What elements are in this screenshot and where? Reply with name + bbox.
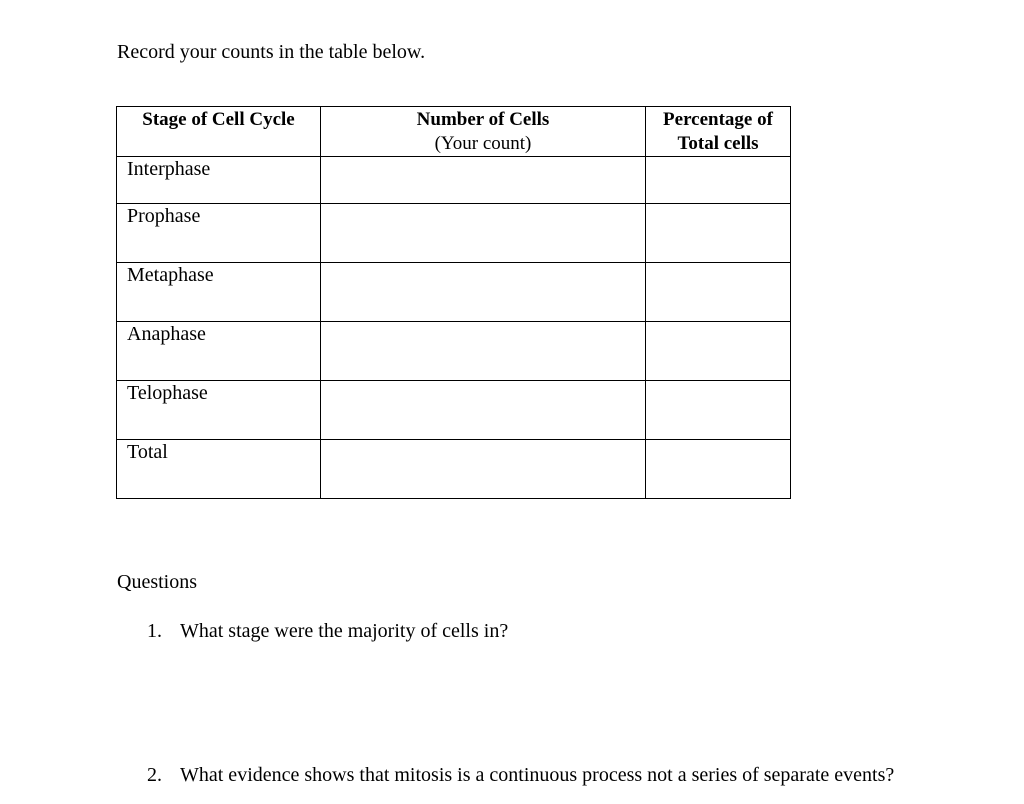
percentage-cell[interactable]: [646, 381, 791, 440]
stage-cell: Telophase: [117, 381, 321, 440]
question-number: 2.: [147, 764, 162, 786]
count-cell[interactable]: [321, 204, 646, 263]
percentage-cell[interactable]: [646, 440, 791, 499]
table-row: [117, 440, 791, 499]
stage-cell: Total: [117, 440, 321, 499]
percentage-cell[interactable]: [646, 263, 791, 322]
header-stage-label: Stage of Cell Cycle: [142, 109, 295, 130]
header-number-of-cells: [321, 107, 646, 157]
table-row: [117, 322, 791, 381]
cell-cycle-table: [116, 106, 791, 499]
table-row: [117, 263, 791, 322]
percentage-cell[interactable]: [646, 157, 791, 204]
stage-cell: Prophase: [117, 204, 321, 263]
count-cell[interactable]: [321, 440, 646, 499]
table-row: [117, 157, 791, 204]
count-cell[interactable]: [321, 381, 646, 440]
question-text: What evidence shows that mitosis is a continuous process not a series of separate events?: [180, 764, 895, 786]
question-number: 1.: [147, 620, 162, 642]
stage-cell: Anaphase: [117, 322, 321, 381]
table-row: [117, 204, 791, 263]
question-item: [147, 763, 894, 787]
percentage-cell[interactable]: [646, 204, 791, 263]
count-cell[interactable]: [321, 157, 646, 204]
table-header-row: [117, 107, 791, 157]
table-instruction: Record your counts in the table below.: [117, 41, 426, 63]
count-cell[interactable]: [321, 322, 646, 381]
header-percentage: [646, 107, 791, 157]
question-text: What stage were the majority of cells in?: [180, 620, 509, 642]
header-number-label: Number of Cells: [416, 109, 550, 130]
header-stage: [117, 107, 321, 157]
stage-cell: Interphase: [117, 157, 321, 204]
stage-cell: Metaphase: [117, 263, 321, 322]
table-row: [117, 381, 791, 440]
header-number-sublabel: (Your count): [434, 133, 532, 154]
questions-heading: Questions: [117, 571, 197, 593]
percentage-cell[interactable]: [646, 322, 791, 381]
count-cell[interactable]: [321, 263, 646, 322]
header-percentage-line2: Total cells: [677, 133, 759, 154]
question-item: [147, 619, 508, 643]
header-percentage-line1: Percentage of: [663, 109, 773, 130]
